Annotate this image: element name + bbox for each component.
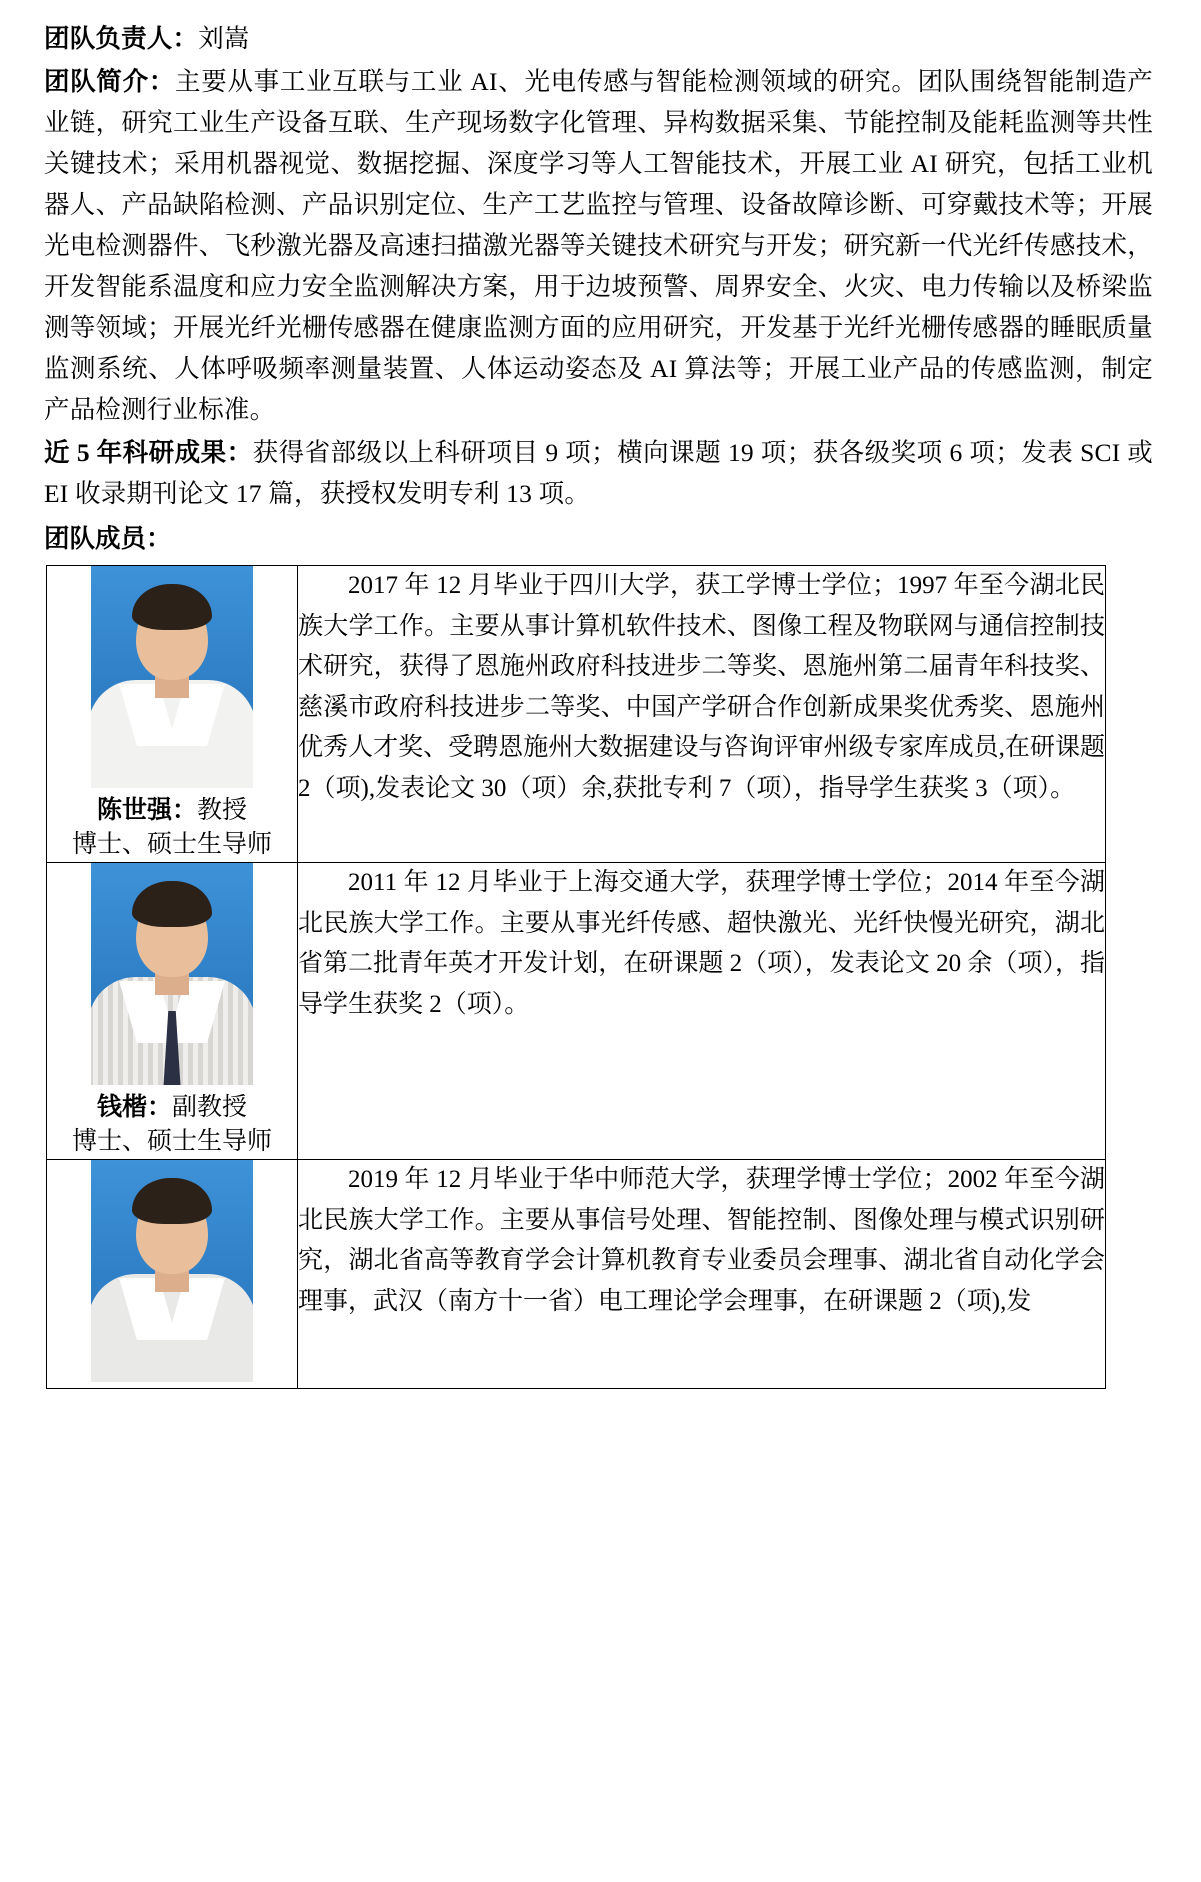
team-leader-value: 刘嵩 [198, 24, 250, 53]
table-row [47, 566, 1106, 863]
team-intro-paragraph [44, 61, 1153, 430]
research-achievements-label: 近 5 年科研成果： [44, 438, 253, 467]
member-title: 副教授 [172, 1094, 248, 1121]
member-bio-cell [298, 566, 1106, 863]
table-row [47, 863, 1106, 1160]
team-members-label: 团队成员： [44, 524, 172, 553]
team-leader-label: 团队负责人： [44, 24, 199, 53]
member-name: 钱楷： [96, 1094, 172, 1121]
research-achievements-text: 获得省部级以上科研项目 9 项；横向课题 19 项；获各级奖项 6 项；发表 SCI 或 EI 收录期刊论文 17 篇，获授权发明专利 13 项。 [44, 438, 1153, 508]
member-bio-text: 2017 年 12 月毕业于四川大学，获工学博士学位；1997 年至今湖北民族大学工作。主要从事计算机软件技术、图像工程及物联网与通信控制技术研究，获得了恩施州政府科技进步二等奖、恩施州第二届青年科技奖、慈溪市政府科技进步二等奖、中国产学研合作创新成果奖优秀奖、恩施州优秀人才奖、受聘恩施州大数据建设与咨询评审州级专家库成员,在研课题 2（项),发表论文 30（项）余,获批专利 7（项），指导学生获奖 3（项）。 [298, 572, 1105, 802]
team-intro-label: 团队简介： [44, 67, 176, 96]
member-name-line [47, 794, 297, 828]
member-title: 教授 [197, 797, 248, 824]
team-leader-line [44, 18, 1153, 59]
team-members-table [46, 565, 1106, 1389]
member-bio-cell [298, 863, 1106, 1160]
member-bio-cell [298, 1160, 1106, 1389]
member-bio-text: 2011 年 12 月毕业于上海交通大学，获理学博士学位；2014 年至今湖北民族大学工作。主要从事光纤传感、超快激光、光纤快慢光研究，湖北省第二批青年英才开发计划，在研课题 2（项），发表论文 20 余（项），指导学生获奖 2（项）。 [298, 869, 1105, 1018]
member-portrait-photo [91, 863, 253, 1085]
member-photo-cell [47, 863, 298, 1160]
team-intro-text: 主要从事工业互联与工业 AI、光电传感与智能检测领域的研究。团队围绕智能制造产业链，研究工业生产设备互联、生产现场数字化管理、异构数据采集、节能控制及能耗监测等共性关键技术；采用机器视觉、数据挖掘、深度学习等人工智能技术，开展工业 AI 研究，包括工业机器人、产品缺陷检测、产品识别定位、生产工艺监控与管理、设备故障诊断、可穿戴技术等；开展光电检测器件、飞秒激光器及高速扫描激光器等关键技术研究与开发；研究新一代光纤传感技术，开发智能系温度和应力安全监测解决方案，用于边坡预警、周界安全、火灾、电力传输以及桥梁监测等领域；开展光纤光栅传感器在健康监测方面的应用研究，开发基于光纤光栅传感器的睡眠质量监测系统、人体呼吸频率测量装置、人体运动姿态及 AI 算法等；开展工业产品的传感监测，制定产品检测行业标准。 [44, 67, 1153, 424]
member-name-line [47, 1091, 297, 1125]
member-portrait-photo [91, 566, 253, 788]
member-photo-cell [47, 566, 298, 863]
research-achievements-paragraph [44, 432, 1153, 514]
member-bio-text: 2019 年 12 月毕业于华中师范大学，获理学博士学位；2002 年至今湖北民族大学工作。主要从事信号处理、智能控制、图像处理与模式识别研究，湖北省高等教育学会计算机教育专业委员会理事、湖北省自动化学会理事，武汉（南方十一省）电工理论学会理事，在研课题 2（项),发 [298, 1166, 1105, 1315]
member-degree: 博士、硕士生导师 [71, 1128, 272, 1155]
member-name: 陈世强： [96, 797, 197, 824]
table-row [47, 1160, 1106, 1389]
member-photo-cell [47, 1160, 298, 1389]
member-portrait-photo [91, 1160, 253, 1382]
member-degree: 博士、硕士生导师 [71, 831, 272, 858]
